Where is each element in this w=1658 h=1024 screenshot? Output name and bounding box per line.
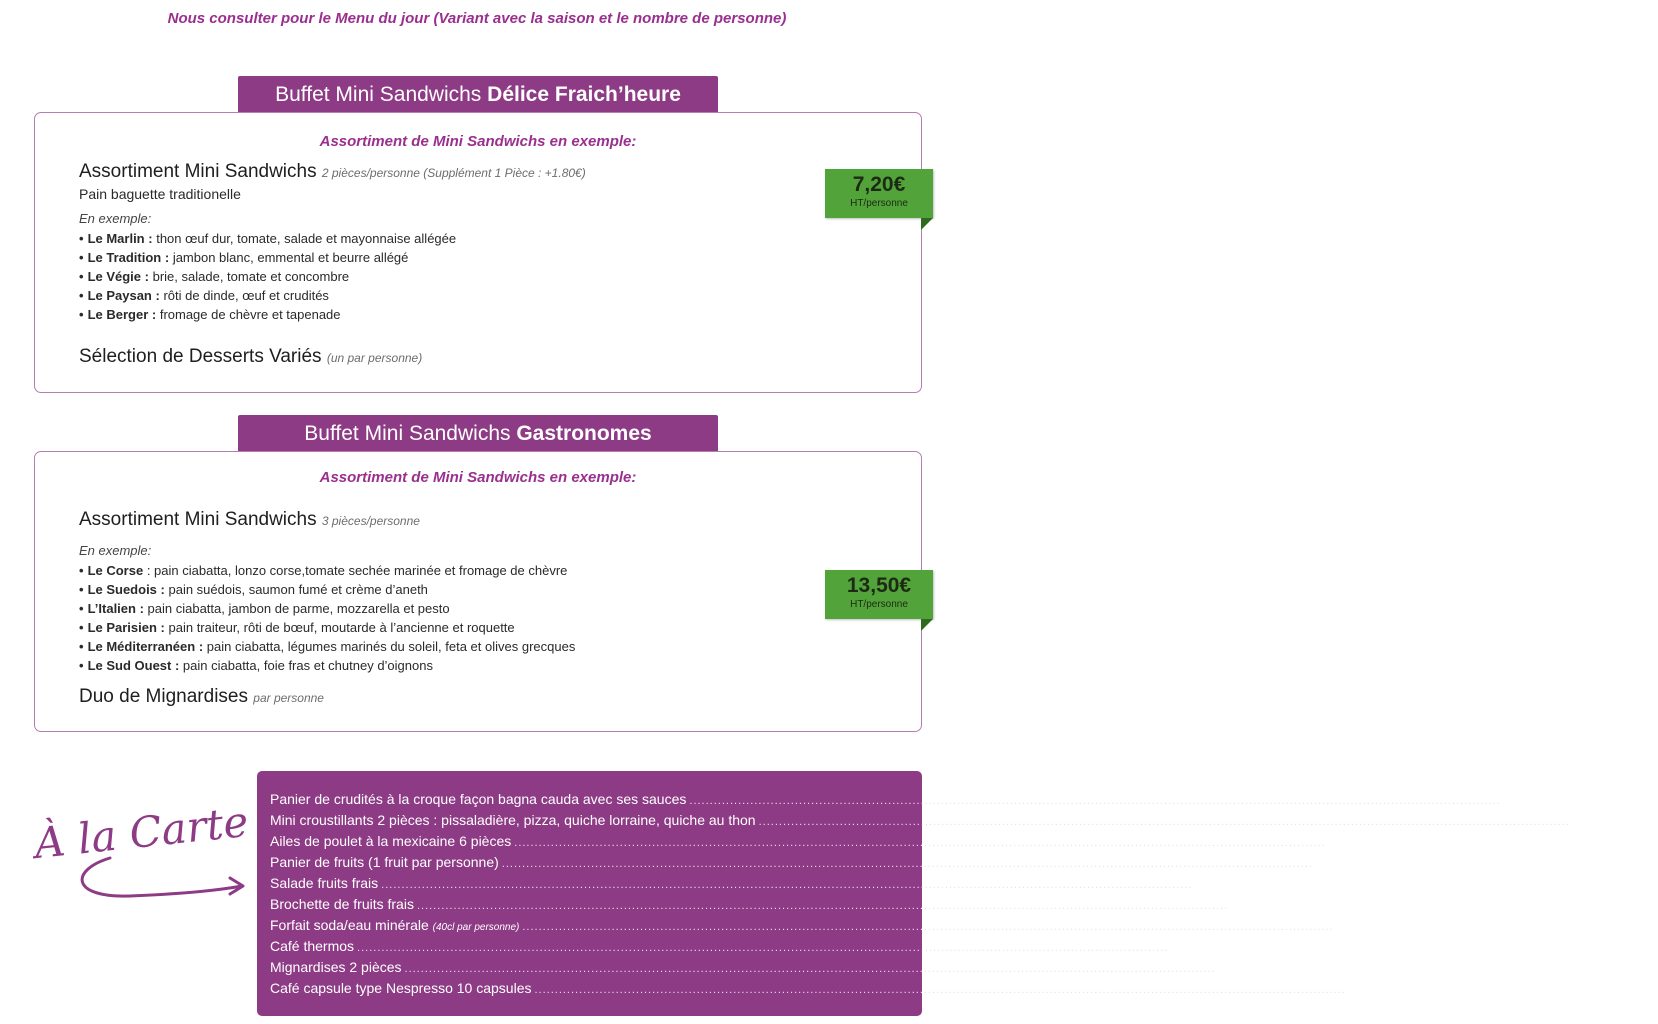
section2-item-list (79, 561, 575, 675)
a-la-carte-box (257, 771, 1658, 1016)
carte-row-unit: HT/personne (1611, 818, 1658, 827)
sandwich-item (79, 305, 456, 324)
bullet-icon: • (79, 601, 84, 616)
sandwich-item-name: Le Méditerranéen : (87, 639, 204, 654)
carte-row-note: (40cl par personne) (432, 922, 520, 933)
sandwich-item-desc: pain ciabatta, foie fras et chutney d’oignons (182, 658, 433, 673)
sandwich-item-name: Le Tradition : (87, 250, 170, 265)
bullet-icon: • (79, 639, 84, 654)
sandwich-item-name: Le Suedois : (87, 582, 165, 597)
sandwich-item (79, 656, 575, 675)
carte-row (270, 791, 1589, 812)
sandwich-item-desc: jambon blanc, emmental et beurre allégé (172, 250, 409, 265)
bullet-icon: • (79, 620, 84, 635)
carte-row-name (270, 791, 686, 807)
section2-tab (238, 415, 718, 452)
carte-row-name-text: Café thermos (270, 938, 355, 954)
sandwich-item-name: Le Végie : (87, 269, 149, 284)
section1-item-list (79, 229, 456, 324)
carte-row-name (270, 896, 414, 912)
section2-tab-bold: Gastronomes (516, 422, 652, 445)
carte-row-name-text: Panier de crudités à la croque façon bagna cauda avec ses sauces (270, 791, 687, 807)
carte-row-price: 1,10€ (1171, 938, 1207, 954)
section2-heading-note: 3 pièces/personne (321, 514, 420, 528)
sandwich-item-desc: pain ciabatta, jambon de parme, mozzarella et pesto (147, 601, 450, 616)
sandwich-item-name: Le Marlin : (87, 231, 153, 246)
section2-dessert (79, 686, 324, 708)
dot-leader: ........................................................................................................................................................................................................ (522, 921, 1334, 933)
dot-leader: ........................................................................................................................................................................................................ (404, 963, 1216, 975)
carte-row-name (270, 875, 378, 891)
carte-row-unit: HT/personne (1542, 797, 1589, 806)
carte-row-unit: HT/personne (1210, 944, 1257, 953)
section2-tab-light: Buffet Mini Sandwichs (304, 422, 511, 445)
carte-row-name (270, 938, 354, 954)
carte-row-price: 1,50€ (1336, 917, 1372, 933)
sandwich-item-desc: fromage de chèvre et tapenade (159, 307, 341, 322)
section2-price-fold (921, 619, 933, 631)
dot-leader: ........................................................................................................................................................................................................ (357, 942, 1169, 954)
carte-row (270, 938, 1257, 959)
sandwich-item (79, 286, 456, 305)
swoosh-arrow-icon (70, 850, 250, 910)
sandwich-item (79, 580, 575, 599)
carte-row-unit: HT/personne (1375, 923, 1422, 932)
carte-row-price: 5,00€ (1328, 833, 1364, 849)
dot-leader: ........................................................................................................................................................................................................ (416, 900, 1229, 912)
dot-leader: ........................................................................................................................................................................................................ (758, 816, 1570, 828)
dot-leader: ........................................................................................................................................................................................................ (501, 858, 1314, 870)
carte-row-name (270, 917, 519, 933)
carte-row (270, 854, 1402, 875)
sandwich-item-name: Le Corse (87, 563, 144, 578)
sandwich-item-desc: brie, salade, tomate et concombre (152, 269, 350, 284)
carte-row-name-text: Salade fruits frais (270, 875, 379, 891)
section1-dessert-note: (un par personne) (326, 351, 423, 365)
section2-example-label: En exemple: (79, 543, 152, 558)
carte-row-name-text: Café capsule type Nespresso 10 capsules (270, 980, 532, 996)
bullet-icon: • (79, 582, 84, 597)
carte-row-unit: HT/personne (1234, 881, 1281, 890)
section2-price-unit: HT/personne (850, 599, 908, 610)
sandwich-item-name: Le Parisien : (87, 620, 165, 635)
bullet-icon: • (79, 307, 84, 322)
bullet-icon: • (79, 658, 84, 673)
section2-subtitle: Assortiment de Mini Sandwichs en exemple: (319, 469, 637, 486)
sandwich-item-desc: pain ciabatta, légumes marinés du soleil, feta et olives grecques (206, 639, 576, 654)
carte-row-name-text: Mignardises 2 pièces (270, 959, 402, 975)
carte-row (270, 833, 1414, 854)
carte-row (270, 896, 1317, 917)
section1-price: 7,20€ (852, 173, 906, 196)
carte-row-name (270, 854, 499, 870)
sandwich-item (79, 618, 575, 637)
sandwich-item-name: L’Italien : (87, 601, 144, 616)
section1-price-fold (921, 218, 933, 230)
section2-dessert-text: Duo de Mignardises (79, 686, 248, 707)
sandwich-item-name: Le Paysan : (87, 288, 160, 303)
carte-row-price: 1,90€ (1218, 959, 1254, 975)
section1-heading-text: Assortiment Mini Sandwichs (79, 161, 317, 182)
section1-bread: Pain baguette traditionelle (79, 186, 241, 202)
bullet-icon: • (79, 288, 84, 303)
section2-dessert-note: par personne (253, 691, 324, 705)
carte-row-unit: HT (1376, 986, 1387, 995)
carte-row-name-text: Mini croustillants 2 pièces : pissaladière, pizza, quiche lorraine, quiche au thon (270, 812, 756, 828)
sandwich-item (79, 267, 456, 286)
sandwich-item-desc: pain traiteur, rôti de bœuf, moutarde à l’ancienne et roquette (168, 620, 515, 635)
sandwich-item-desc: thon œuf dur, tomate, salade et mayonnaise allégée (156, 231, 457, 246)
carte-row-name-text: Panier de fruits (1 fruit par personne) (270, 854, 499, 870)
bullet-icon: • (79, 250, 84, 265)
bullet-icon: • (79, 269, 84, 284)
sandwich-item (79, 599, 575, 618)
carte-row (270, 959, 1305, 980)
sandwich-item-desc: pain suédois, saumon fumé et crème d’aneth (168, 582, 428, 597)
section2-heading-text: Assortiment Mini Sandwichs (79, 509, 317, 530)
carte-row-unit: HT/personne (1367, 839, 1414, 848)
sandwich-item-desc: rôti de dinde, œuf et crudités (163, 288, 329, 303)
section1-price-tag (825, 169, 933, 218)
menu-du-jour-notice: Nous consulter pour le Menu du jour (Variant avec la saison et le nombre de personne) (167, 10, 787, 27)
carte-row-name-text: Brochette de fruits frais (270, 896, 414, 912)
section1-tab-bold: Délice Fraich’heure (487, 83, 681, 106)
section1-example-label: En exemple: (79, 211, 152, 226)
carte-row-name (270, 812, 756, 828)
carte-row (270, 812, 1658, 833)
dot-leader: ........................................................................................................................................................................................................ (689, 795, 1501, 807)
dot-leader: ........................................................................................................................................................................................................ (381, 879, 1193, 891)
carte-row-name (270, 959, 402, 975)
section1-heading-note: 2 pièces/personne (Supplément 1 Pièce : +1.80€) (321, 166, 586, 180)
carte-row-name-text: Ailes de poulet à la mexicaine 6 pièces (270, 833, 512, 849)
sandwich-item-desc: : pain ciabatta, lonzo corse,tomate sechée marinée et fromage de chèvre (146, 563, 568, 578)
section1-dessert (79, 346, 422, 368)
carte-row-name (270, 833, 511, 849)
sandwich-item (79, 637, 575, 656)
carte-row-unit: HT/personne (1355, 860, 1402, 869)
sandwich-item (79, 248, 456, 267)
bullet-icon: • (79, 563, 84, 578)
carte-row (270, 980, 1387, 1001)
sandwich-item (79, 229, 456, 248)
carte-row-price: 2,50€ (1572, 812, 1608, 828)
section1-tab-light: Buffet Mini Sandwichs (275, 83, 482, 106)
carte-row-price: 17€ (1348, 980, 1373, 996)
section2-panel (34, 451, 922, 732)
carte-row-name-text: Forfait soda/eau minérale (270, 917, 429, 933)
section1-panel (34, 112, 922, 393)
section1-tab (238, 76, 718, 113)
section1-dessert-text: Sélection de Desserts Variés (79, 346, 322, 367)
section2-price-tag (825, 570, 933, 619)
section2-price: 13,50€ (846, 574, 912, 597)
section2-heading (79, 509, 420, 531)
dot-leader: ........................................................................................................................................................................................................ (514, 837, 1326, 849)
carte-row-price: 1,40€ (1195, 875, 1231, 891)
carte-row (270, 875, 1281, 896)
dot-leader: ........................................................................................................................................................................................................ (534, 984, 1346, 996)
carte-row-price: 1,90€ (1231, 896, 1267, 912)
section1-subtitle: Assortiment de Mini Sandwichs en exemple: (319, 133, 637, 150)
carte-row-unit: HT/personne (1270, 902, 1317, 911)
sandwich-item-name: Le Sud Ouest : (87, 658, 180, 673)
sandwich-item-name: Le Berger : (87, 307, 157, 322)
section1-heading (79, 161, 586, 183)
carte-row (270, 917, 1422, 938)
carte-row-name (270, 980, 531, 996)
bullet-icon: • (79, 231, 84, 246)
carte-row-price: 1,50€ (1316, 854, 1352, 870)
a-la-carte-title: À la Carte (32, 796, 251, 869)
carte-row-price: 3,20€ (1503, 791, 1539, 807)
sandwich-item (79, 561, 575, 580)
carte-row-unit: HT/personne (1257, 965, 1305, 974)
section1-price-unit: HT/personne (850, 198, 908, 209)
